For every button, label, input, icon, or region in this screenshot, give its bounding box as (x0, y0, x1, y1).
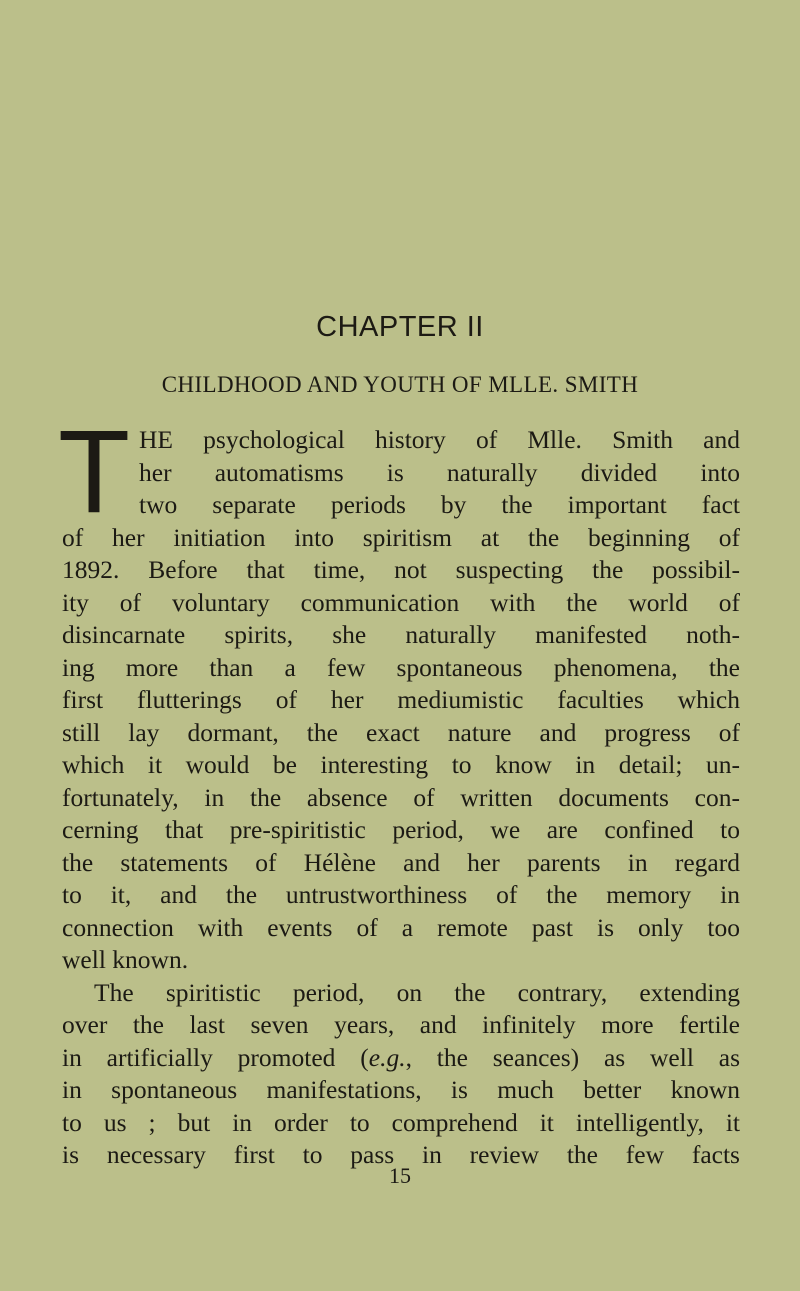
text-line: the statements of Hélène and her parents in regard (62, 847, 740, 877)
text-line: HE psychological history of Mlle. Smith and (139, 425, 740, 454)
page-number: 15 (389, 1163, 411, 1188)
text-line: to it, and the untrustworthiness of the memory in (62, 880, 740, 909)
text-segment: , the seances) as well as (405, 1042, 740, 1072)
text-line: ing more than a few spontaneous phenomena, the (62, 652, 740, 682)
text-line: first flutterings of her mediumistic faculties which (62, 685, 740, 714)
body-text (58, 406, 740, 1172)
text-line: cerning that pre-spiritistic period, we are confined to (62, 815, 740, 844)
text-line: ity of voluntary communication with the world of (62, 587, 740, 617)
chapter-heading: CHAPTER II (316, 311, 484, 343)
drop-cap: T (58, 406, 131, 538)
text-line-artificial (62, 1042, 740, 1075)
emphasis-text: e.g. (368, 1042, 406, 1072)
text-line: fortunately, in the absence of written documents con- (62, 782, 740, 812)
text-line: The spiritistic period, on the contrary, extending (94, 977, 740, 1007)
text-line: still lay dormant, the exact nature and progress of (62, 717, 740, 747)
text-line: connection with events of a remote past is only too (62, 912, 740, 942)
text-line: which it would be interesting to know in detail; un- (62, 750, 740, 779)
text-line: is necessary first to pass in review the few facts (62, 1140, 740, 1169)
text-line: well known. (62, 945, 189, 974)
text-line: two separate periods by the important fact (139, 490, 740, 519)
text-line: to us ; but in order to comprehend it intelligently, it (62, 1107, 740, 1137)
chapter-title: CHILDHOOD AND YOUTH OF MLLE. SMITH (161, 372, 639, 397)
text-line: over the last seven years, and infinitely more fertile (62, 1010, 740, 1039)
text-line: disincarnate spirits, she naturally manifested noth- (62, 620, 740, 649)
text-line: in spontaneous manifestations, is much better known (62, 1075, 740, 1104)
text-line: of her initiation into spiritism at the beginning of (62, 522, 740, 552)
text-line: her automatisms is naturally divided into (139, 457, 740, 487)
text-line: 1892. Before that time, not suspecting the possibil- (62, 555, 740, 584)
text-segment: in artificially promoted ( (62, 1042, 369, 1072)
